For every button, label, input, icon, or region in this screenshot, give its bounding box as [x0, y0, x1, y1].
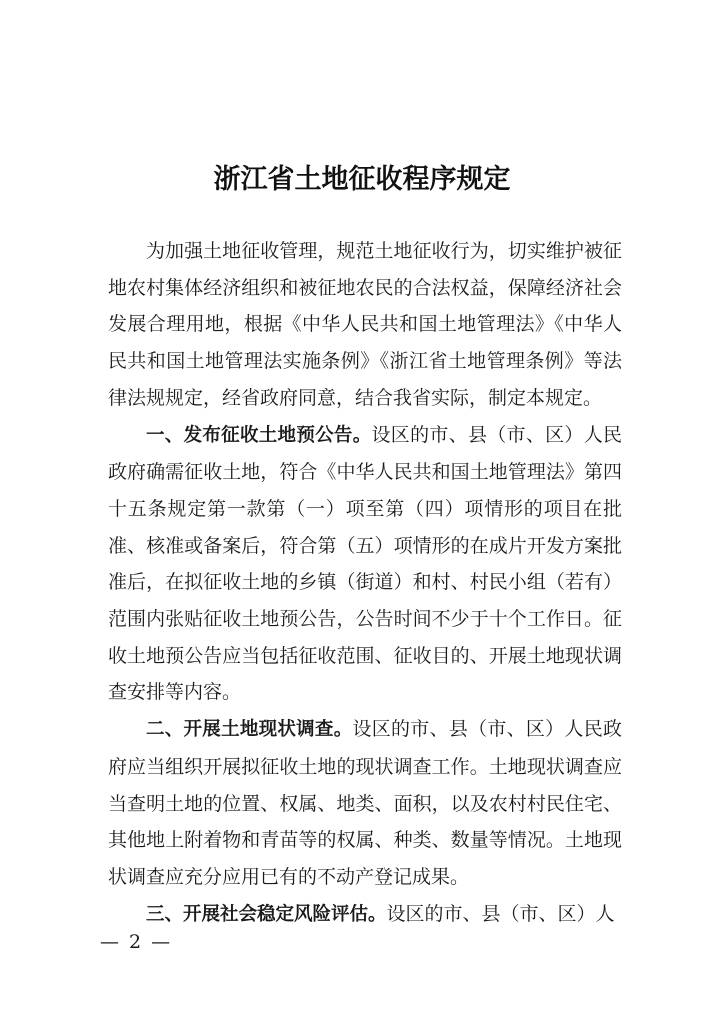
document-body [108, 233, 622, 933]
section-paragraph-3 [108, 896, 622, 934]
section-text-3: 设区的市、县（市、区）人 [386, 902, 615, 925]
section-paragraph-2 [108, 711, 622, 896]
document-title: 浙江省土地征收程序规定 [213, 164, 511, 195]
section-heading-2: 二、开展土地现状调查。 [146, 719, 353, 741]
page-number: — 2 — [100, 931, 173, 953]
section-paragraph-1 [108, 417, 622, 712]
section-heading-3: 三、开展社会稳定风险评估。 [146, 903, 387, 925]
intro-paragraph: 为加强土地征收管理，规范土地征收行为，切实维护被征地农村集体经济组织和被征地农民的合法权益，保障经济社会发展合理用地，根据《中华人民共和国土地管理法》《中华人民共和国土地管理法实施条例》《浙江省土地管理条例》等法律法规规定，经省政府同意，结合我省实际，制定本规定。 [108, 240, 622, 409]
section-text-2: 设区的市、县（市、区）人民政府应当组织开展拟征收土地的现状调查工作。土地现状调查应当查明土地的位置、权属、地类、面积，以及农村村民住宅、其他地上附着物和青苗等的权属、种类、数量等情况。土地现状调查应充分应用已有的不动产登记成果。 [108, 718, 622, 888]
section-heading-1: 一、发布征收土地预公告。 [146, 424, 372, 446]
section-text-1: 设区的市、县（市、区）人民政府确需征收土地，符合《中华人民共和国土地管理法》第四十五条规定第一款第（一）项至第（四）项情形的项目在批准、核准或备案后，符合第（五）项情形的在成片开发方案批准后，在拟征收土地的乡镇（街道）和村、村民小组（若有）范围内张贴征收土地预公告，公告时间不少于十个工作日。征收土地预公告应当包括征收范围、征收目的、开展土地现状调查安排等内容。 [108, 423, 622, 704]
